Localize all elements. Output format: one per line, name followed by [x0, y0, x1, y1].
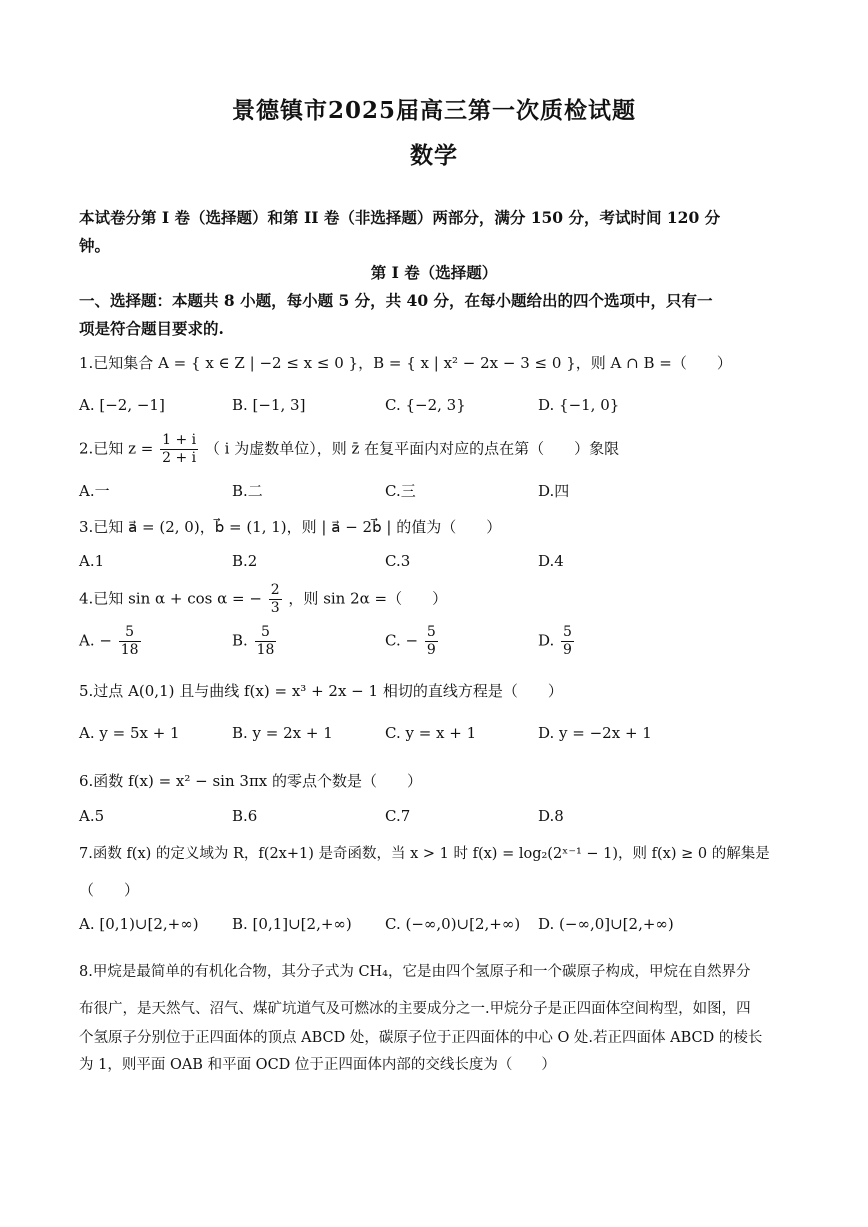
fraction-denominator: 3: [270, 600, 280, 616]
option-fraction: [561, 624, 574, 659]
fraction-denominator: 18: [256, 642, 275, 658]
question-2-option-c: C.三: [385, 482, 416, 500]
question-4-option-c: [385, 624, 440, 659]
section-instructions-line-1: 一、选择题：本题共 8 小题，每小题 5 分，共 40 分，在每小题给出的四个选项中，只有一: [79, 291, 713, 310]
question-7-stem-continuation: （ ）: [79, 881, 140, 899]
fraction-numerator: 1 + i: [162, 432, 197, 448]
option-label: C. −: [385, 631, 419, 650]
fraction-numerator: 2: [270, 582, 280, 598]
question-3-option-c: C.3: [385, 552, 411, 570]
question-5-option-d: D. y = −2x + 1: [538, 724, 652, 742]
question-4-stem-pre: 4.已知 sin α + cos α = −: [79, 589, 262, 608]
question-6-option-c: C.7: [385, 807, 411, 825]
question-2-stem-post: （ i 为虚数单位），则 z̄ 在复平面内对应的点在第（ ）象限: [204, 439, 620, 458]
option-fraction: [119, 624, 141, 659]
exam-subject: 数学: [410, 142, 458, 169]
question-8-stem-line-3: 个氢原子分别位于正四面体的顶点 ABCD 处，碳原子位于正四面体的中心 O 处.若正四面体 ABCD 的棱长: [79, 1030, 763, 1046]
question-4-stem-post: ，则 sin 2α =（ ）: [288, 589, 448, 608]
question-3-stem: 3.已知 a⃗ = (2, 0)，b⃗ = (1, 1)，则 | a⃗ − 2b⃗ | 的值为（ ）: [79, 518, 502, 536]
question-4-option-d: [538, 624, 576, 659]
option-label: D.: [538, 631, 555, 650]
question-3-option-a: A.1: [79, 552, 105, 570]
question-8-stem-line-1: 8.甲烷是最简单的有机化合物，其分子式为 CH₄，它是由四个氢原子和一个碳原子构成，甲烷在自然界分: [79, 964, 751, 980]
question-2-option-b: B.二: [232, 482, 263, 500]
question-7-option-a: A. [0,1)∪[2,+∞): [79, 915, 199, 933]
section-instructions-line-2: 项是符合题目要求的.: [79, 319, 224, 338]
part-heading: 第 I 卷（选择题）: [370, 263, 498, 282]
question-6-option-a: A.5: [79, 807, 105, 825]
question-5-option-b: B. y = 2x + 1: [232, 724, 333, 742]
question-4-stem: [79, 582, 799, 617]
question-1-stem: 1.已知集合 A = { x ∈ Z | −2 ≤ x ≤ 0 }，B = { x | x² − 2x − 3 ≤ 0 }，则 A ∩ B =（ ）: [79, 354, 732, 372]
question-1-option-d: D. {−1, 0}: [538, 396, 620, 414]
intro-text-line-2: 钟。: [79, 236, 111, 255]
question-7-option-d: D. (−∞,0]∪[2,+∞): [538, 915, 674, 933]
question-7-option-b: B. [0,1]∪[2,+∞): [232, 915, 352, 933]
fraction-denominator: 18: [120, 642, 139, 658]
question-1-option-b: B. [−1, 3]: [232, 396, 306, 414]
question-4-fraction: [269, 582, 282, 617]
fraction-numerator: 5: [119, 624, 141, 642]
question-5-stem: 5.过点 A(0,1) 且与曲线 f(x) = x³ + 2x − 1 相切的直线方程是（ ）: [79, 682, 563, 700]
question-6-stem: 6.函数 f(x) = x² − sin 3πx 的零点个数是（ ）: [79, 772, 423, 790]
option-fraction: [425, 624, 438, 659]
option-fraction: [255, 624, 277, 659]
question-5-option-a: A. y = 5x + 1: [79, 724, 180, 742]
fraction-numerator: 5: [426, 624, 436, 640]
option-label: B.: [232, 631, 248, 650]
question-7-option-c: C. (−∞,0)∪[2,+∞): [385, 915, 521, 933]
question-2-option-d: D.四: [538, 482, 570, 500]
question-2-option-a: A.一: [79, 482, 110, 500]
fraction-numerator: 5: [255, 624, 277, 642]
fraction-denominator: 9: [563, 642, 572, 658]
question-2-stem: [79, 432, 799, 467]
question-6-option-b: B.6: [232, 807, 258, 825]
question-5-option-c: C. y = x + 1: [385, 724, 477, 742]
question-2-fraction: [160, 432, 198, 467]
question-4-option-a: [79, 624, 143, 659]
question-7-stem: 7.函数 f(x) 的定义域为 R，f(2x+1) 是奇函数，当 x > 1 时 f(x) = log₂(2ˣ⁻¹ − 1)，则 f(x) ≥ 0 的解集是: [79, 846, 770, 862]
question-6-option-d: D.8: [538, 807, 564, 825]
question-1-option-a: A. [−2, −1]: [79, 396, 165, 414]
question-3-option-d: D.4: [538, 552, 564, 570]
question-3-option-b: B.2: [232, 552, 258, 570]
intro-text-line-1: 本试卷分第 I 卷（选择题）和第 II 卷（非选择题）两部分，满分 150 分，考试时间 120 分: [79, 208, 721, 227]
fraction-denominator: 9: [426, 642, 436, 658]
fraction-denominator: 2 + i: [162, 450, 197, 466]
fraction-numerator: 5: [563, 624, 572, 640]
exam-title: 景德镇市2025届高三第一次质检试题: [231, 97, 636, 124]
question-8-stem-line-4: 为 1，则平面 OAB 和平面 OCD 位于正四面体内部的交线长度为（ ）: [79, 1057, 556, 1073]
question-4-option-b: [232, 624, 278, 659]
question-1-option-c: C. {−2, 3}: [385, 396, 466, 414]
question-2-stem-pre: 2.已知 z =: [79, 439, 154, 458]
option-label: A. −: [79, 631, 112, 650]
question-8-stem-line-2: 布很广，是天然气、沼气、煤矿坑道气及可燃冰的主要成分之一.甲烷分子是正四面体空间构型，如图，四: [79, 1001, 751, 1017]
